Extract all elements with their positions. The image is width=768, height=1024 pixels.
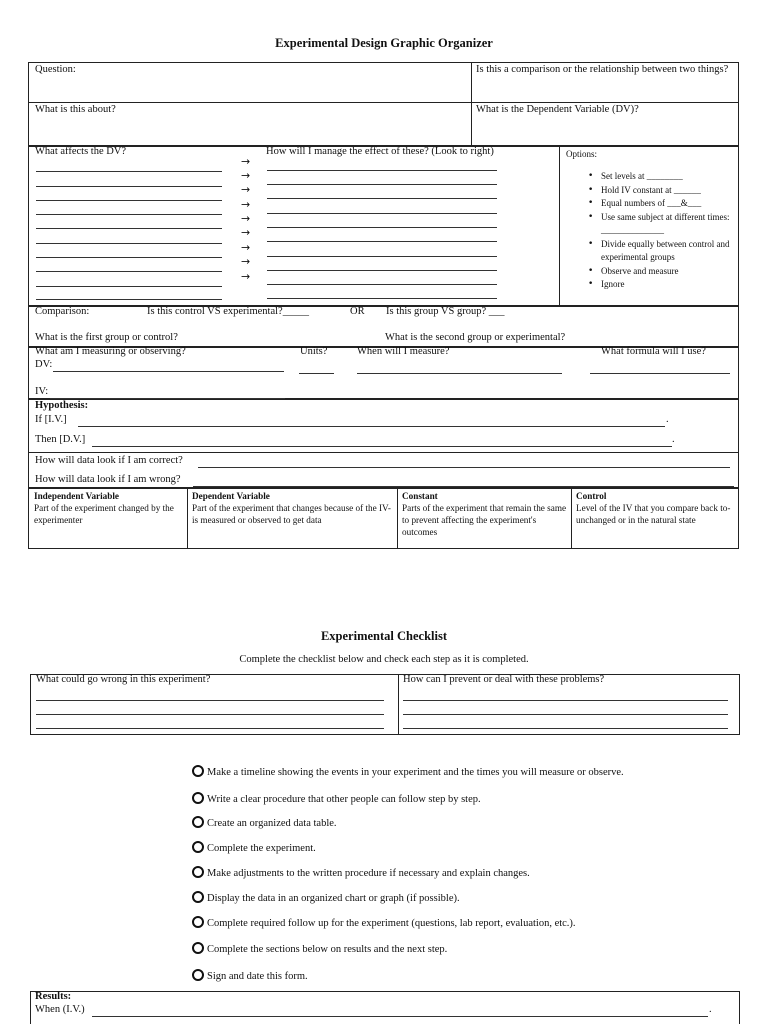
options-list bbox=[586, 170, 736, 292]
manage-line[interactable] bbox=[267, 241, 497, 242]
arrow-icon: → bbox=[241, 241, 251, 254]
circle-checkbox-icon[interactable] bbox=[192, 916, 204, 928]
circle-checkbox-icon[interactable] bbox=[192, 841, 204, 853]
go-wrong-line[interactable] bbox=[36, 714, 384, 715]
data-wrong-label: How will data look if I am wrong? bbox=[35, 474, 181, 485]
arrow-icon: → bbox=[241, 169, 251, 182]
affects-line[interactable] bbox=[36, 214, 222, 215]
affects-line[interactable] bbox=[36, 171, 222, 172]
checklist-item-label: Make a timeline showing the events in your experiment and the times you will measure or observe. bbox=[207, 767, 624, 778]
checklist-item[interactable] bbox=[192, 841, 316, 854]
comparison-label: Comparison: bbox=[35, 306, 90, 317]
divider bbox=[397, 488, 398, 549]
divider bbox=[571, 488, 572, 549]
checklist-title: Experimental Checklist bbox=[320, 629, 448, 643]
arrow-icon: → bbox=[241, 155, 251, 168]
prevent-line[interactable] bbox=[403, 714, 728, 715]
units-label: Units? bbox=[300, 346, 328, 357]
circle-checkbox-icon[interactable] bbox=[192, 816, 204, 828]
manage-line[interactable] bbox=[267, 198, 497, 199]
affects-line[interactable] bbox=[36, 200, 222, 201]
prevent-line[interactable] bbox=[403, 700, 728, 701]
manage-effect-label: How will I manage the effect of these? (Look to right) bbox=[266, 146, 494, 157]
question-label: Question: bbox=[35, 64, 76, 75]
checklist-item-label: Complete required follow up for the experiment (questions, lab report, evaluation, etc.). bbox=[207, 918, 576, 929]
definition-text: Parts of the experiment that remain the same to prevent affecting the experiment's outcomes bbox=[402, 503, 567, 537]
affects-line[interactable] bbox=[36, 286, 222, 287]
definition-text: Part of the experiment that changes because of the IV- is measured or observed to get data bbox=[192, 503, 391, 525]
arrow-icon: → bbox=[241, 270, 251, 283]
iv-label: IV: bbox=[35, 386, 49, 397]
affects-line[interactable] bbox=[36, 228, 222, 229]
prevent-label: How can I prevent or deal with these problems? bbox=[403, 674, 605, 685]
data-wrong-field[interactable] bbox=[193, 486, 734, 487]
when-measure-field[interactable] bbox=[357, 373, 562, 374]
results-label: Results: bbox=[35, 991, 72, 1002]
circle-checkbox-icon[interactable] bbox=[192, 891, 204, 903]
checklist-item-label: Complete the sections below on results and the next step. bbox=[207, 944, 448, 955]
manage-line[interactable] bbox=[267, 227, 497, 228]
affects-line[interactable] bbox=[36, 186, 222, 187]
manage-line[interactable] bbox=[267, 298, 497, 299]
organizer-title: Experimental Design Graphic Organizer bbox=[275, 36, 493, 50]
arrow-icon: → bbox=[241, 183, 251, 196]
when-iv-field[interactable] bbox=[92, 1016, 708, 1017]
checklist-item-label: Write a clear procedure that other people can follow step by step. bbox=[207, 794, 481, 805]
manage-line[interactable] bbox=[267, 213, 497, 214]
option-item: • Set levels at ________ bbox=[586, 170, 736, 184]
divider bbox=[28, 102, 739, 103]
manage-line[interactable] bbox=[267, 284, 497, 285]
checklist-item-label: Display the data in an organized chart or graph (if possible). bbox=[207, 893, 460, 904]
checklist-item-label: Sign and date this form. bbox=[207, 971, 308, 982]
then-dv-label: Then [D.V.] bbox=[35, 434, 86, 445]
dv-field[interactable] bbox=[53, 371, 284, 372]
or-label: OR bbox=[350, 306, 365, 317]
measuring-label: What am I measuring or observing? bbox=[35, 346, 186, 357]
definition-cell bbox=[34, 490, 186, 526]
checklist-item[interactable] bbox=[192, 816, 337, 829]
period: . bbox=[666, 414, 669, 425]
divider bbox=[398, 674, 399, 735]
what-about-label: What is this about? bbox=[35, 104, 116, 115]
option-item: • Ignore bbox=[586, 278, 736, 292]
definition-term: Control bbox=[576, 491, 607, 501]
checklist-item[interactable] bbox=[192, 866, 530, 879]
options-label: Options: bbox=[566, 149, 598, 159]
checklist-item-label: Create an organized data table. bbox=[207, 818, 337, 829]
divider bbox=[559, 146, 560, 306]
go-wrong-line[interactable] bbox=[36, 700, 384, 701]
affects-line[interactable] bbox=[36, 299, 222, 300]
formula-label: What formula will I use? bbox=[601, 346, 706, 357]
period: . bbox=[709, 1004, 712, 1015]
then-dv-field[interactable] bbox=[92, 446, 672, 447]
manage-line[interactable] bbox=[267, 256, 497, 257]
option-item: • Use same subject at different times: ______________ bbox=[586, 211, 736, 238]
first-group-label: What is the first group or control? bbox=[35, 332, 178, 343]
affects-line[interactable] bbox=[36, 257, 222, 258]
definition-cell bbox=[402, 490, 568, 538]
circle-checkbox-icon[interactable] bbox=[192, 942, 204, 954]
checklist-item[interactable] bbox=[192, 969, 308, 982]
definition-text: Level of the IV that you compare back to- unchanged or in the natural state bbox=[576, 503, 731, 525]
units-field[interactable] bbox=[299, 373, 334, 374]
if-iv-label: If [I.V.] bbox=[35, 414, 67, 425]
arrow-icon: → bbox=[241, 226, 251, 239]
definition-cell bbox=[192, 490, 394, 526]
dv-question-label: What is the Dependent Variable (DV)? bbox=[476, 104, 639, 115]
arrow-icon: → bbox=[241, 255, 251, 268]
data-correct-field[interactable] bbox=[198, 467, 730, 468]
dv-label: DV: bbox=[35, 359, 53, 370]
when-iv-label: When (I.V.) bbox=[35, 1004, 85, 1015]
checklist-instructions: Complete the checklist below and check each step as it is completed. bbox=[239, 654, 529, 665]
affects-line[interactable] bbox=[36, 243, 222, 244]
manage-line[interactable] bbox=[267, 270, 497, 271]
divider bbox=[187, 488, 188, 549]
definition-cell bbox=[576, 490, 736, 526]
checklist-item[interactable] bbox=[192, 765, 624, 778]
period: . bbox=[672, 434, 675, 445]
comparison-or-relationship-label: Is this a comparison or the relationship between two things? bbox=[476, 64, 729, 75]
if-iv-field[interactable] bbox=[78, 426, 665, 427]
divider bbox=[28, 452, 739, 453]
checklist-item[interactable] bbox=[192, 792, 481, 805]
formula-field[interactable] bbox=[590, 373, 730, 374]
prevent-line[interactable] bbox=[403, 728, 728, 729]
checklist-item-label: Complete the experiment. bbox=[207, 843, 316, 854]
data-correct-label: How will data look if I am correct? bbox=[35, 455, 183, 466]
divider bbox=[471, 62, 472, 146]
option-item: • Observe and measure bbox=[586, 265, 736, 279]
hypothesis-label: Hypothesis: bbox=[35, 400, 89, 411]
go-wrong-label: What could go wrong in this experiment? bbox=[36, 674, 211, 685]
circle-checkbox-icon[interactable] bbox=[192, 765, 204, 777]
definition-term: Independent Variable bbox=[34, 491, 120, 501]
results-box bbox=[30, 991, 740, 1024]
circle-checkbox-icon[interactable] bbox=[192, 866, 204, 878]
checklist-item[interactable] bbox=[192, 942, 447, 955]
go-wrong-line[interactable] bbox=[36, 728, 384, 729]
when-measure-label: When will I measure? bbox=[357, 346, 450, 357]
checklist-item-label: Make adjustments to the written procedure if necessary and explain changes. bbox=[207, 868, 530, 879]
arrow-icon: → bbox=[241, 198, 251, 211]
option-item: • Divide equally between control and experimental groups bbox=[586, 238, 736, 265]
option-item: • Hold IV constant at ______ bbox=[586, 184, 736, 198]
definition-text: Part of the experiment changed by the experimenter bbox=[34, 503, 174, 525]
definition-term: Constant bbox=[402, 491, 438, 501]
control-vs-experimental-label: Is this control VS experimental?_____ bbox=[147, 306, 309, 317]
affects-line[interactable] bbox=[36, 271, 222, 272]
circle-checkbox-icon[interactable] bbox=[192, 792, 204, 804]
option-item: • Equal numbers of ___&___ bbox=[586, 197, 736, 211]
circle-checkbox-icon[interactable] bbox=[192, 969, 204, 981]
what-affects-label: What affects the DV? bbox=[35, 146, 127, 157]
manage-line[interactable] bbox=[267, 184, 497, 185]
second-group-label: What is the second group or experimental? bbox=[385, 332, 566, 343]
group-vs-group-label: Is this group VS group? ___ bbox=[386, 306, 505, 317]
checklist-item[interactable] bbox=[192, 891, 460, 904]
definition-term: Dependent Variable bbox=[192, 491, 270, 501]
arrow-icon: → bbox=[241, 212, 251, 225]
checklist-item[interactable] bbox=[192, 916, 576, 929]
manage-line[interactable] bbox=[267, 170, 497, 171]
